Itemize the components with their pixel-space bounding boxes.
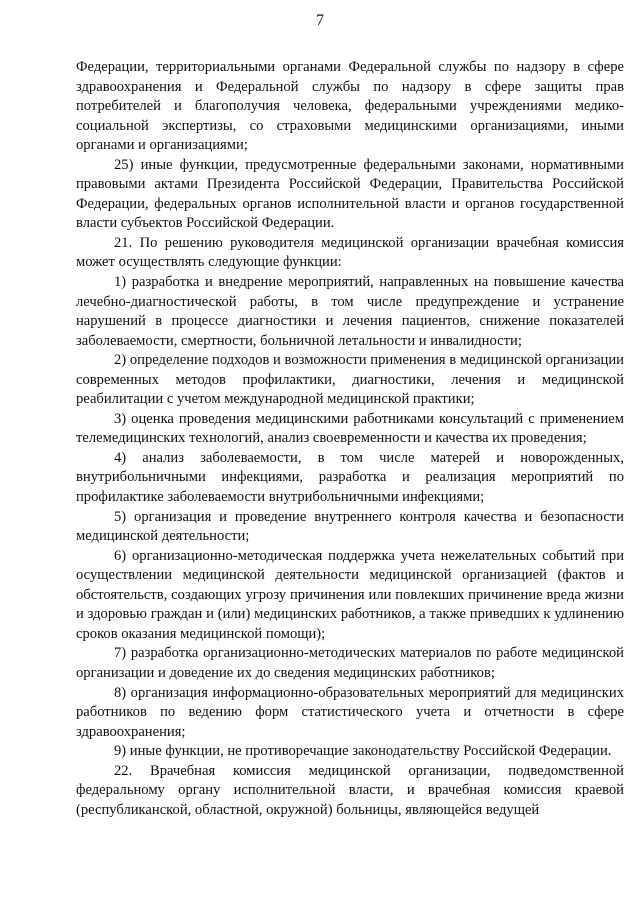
paragraph-item-1: 1) разработка и внедрение мероприятий, направленных на повышение качества лечебно-диагностической работы, в том числе предупреждение и устранение нарушений в процессе диагностики и лечения пациентов, снижение показателей заболеваемости, смертности, больничной летальности и инвалидности; bbox=[76, 274, 624, 349]
paragraph-item-4: 4) анализ заболеваемости, в том числе матерей и новорожденных, внутрибольничными инфекциями, разработка и реализация мероприятий по профилактике заболеваемости внутрибольничными инфекциями; bbox=[76, 449, 624, 506]
paragraph-item-25: 25) иные функции, предусмотренные федеральными законами, нормативными правовыми актами Президента Российской Федерации, Правительства Российской Федерации, федеральных органов исполнительной власти и органов государственной власти субъектов Российской Федерации. bbox=[76, 156, 624, 232]
paragraph-item-8: 8) организация информационно-образовательных мероприятий для медицинских работников по ведению форм статистического учета и отчетности в сфере здравоохранения; bbox=[76, 684, 624, 740]
paragraph-section-21: 21. По решению руководителя медицинской организации врачебная комиссия может осуществлять следующие функции: bbox=[76, 234, 624, 271]
paragraph-continuation: Федерации, территориальными органами Федеральной службы по надзору в сфере здравоохранения и Федеральной службы по надзору в сфере защиты прав потребителей и благополучия человека, федеральными учреждениями медико-социальной экспертизы, со страховыми медицинскими организациями, иными органами и организациями; bbox=[76, 59, 624, 154]
paragraph-section-22: 22. Врачебная комиссия медицинской организации, подведомственной федеральному органу исполнительной власти, и врачебная комиссия краевой (республиканской, областной, окружной) больницы, являющейся ведущей bbox=[76, 762, 624, 818]
paragraph-item-5: 5) организация и проведение внутреннего контроля качества и безопасности медицинской деятельности; bbox=[76, 508, 624, 545]
page-number: 7 bbox=[316, 12, 324, 29]
paragraph-item-9: 9) иные функции, не противоречащие законодательству Российской Федерации. bbox=[114, 743, 612, 760]
document-body bbox=[76, 58, 624, 820]
paragraph-item-2: 2) определение подходов и возможности применения в медицинской организации современных методов профилактики, диагностики, лечения и медицинской реабилитации с учетом международной медицинской практики; bbox=[76, 352, 624, 408]
paragraph-item-3: 3) оценка проведения медицинскими работниками консультаций с применением телемедицинских технологий, анализ своевременности и качества их проведения; bbox=[76, 410, 624, 447]
paragraph-item-6: 6) организационно-методическая поддержка учета нежелательных событий при осуществлении медицинской деятельности медицинской организацией (фактов и обстоятельств, создающих угрозу причинения или повлекших причинение вреда жизни и здоровью граждан и (или) медицинских работников, а также приведших к удлинению сроков оказания медицинской помощи); bbox=[76, 547, 624, 642]
paragraph-item-7: 7) разработка организационно-методических материалов по работе медицинской организации и доведение их до сведения медицинских работников; bbox=[76, 645, 624, 681]
